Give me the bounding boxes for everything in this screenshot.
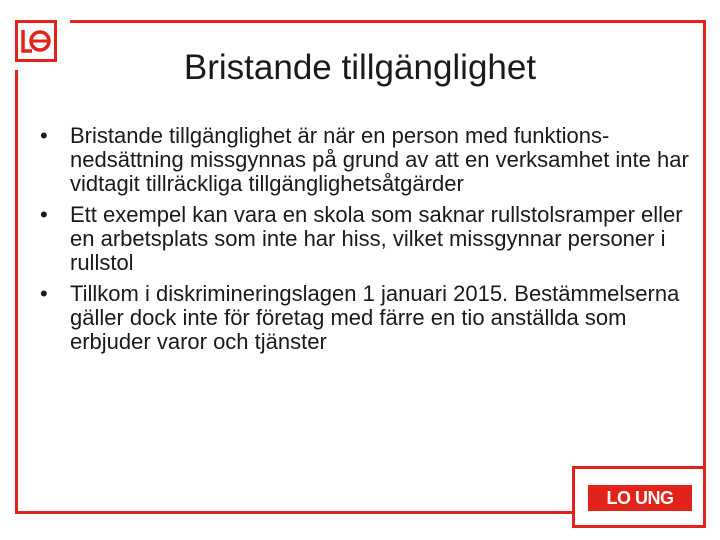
lo-logo-icon [15, 20, 57, 62]
bullet-item [30, 203, 690, 275]
bullet-text: Bristande tillgänglighet är när en person med funktions-nedsättning missgynnas på grund av att en verksamhet inte har vidtagit tillräckliga tillgänglighetsåtgärder [70, 123, 689, 196]
badge-label: LO UNG [588, 485, 692, 511]
bullet-dot: • [40, 281, 48, 306]
bullet-item [30, 282, 690, 354]
bullet-text: Tillkom i diskrimineringslagen 1 januari 2015. Bestämmelserna gäller dock inte för företag med färre en tio anställda som erbjuder varor och tjänster [70, 281, 680, 354]
frame-left-border [15, 70, 18, 514]
bullet-item [30, 124, 690, 196]
frame-bottom-border [15, 511, 572, 514]
bullet-dot: • [40, 202, 48, 227]
slide-title: Bristande tillgänglighet [183, 48, 537, 87]
frame-top-border [70, 20, 706, 23]
lo-ung-badge [572, 466, 706, 528]
bullet-list [30, 124, 690, 361]
bullet-dot: • [40, 123, 48, 148]
bullet-text: Ett exempel kan vara en skola som saknar rullstolsramper eller en arbetsplats som inte har hiss, vilket missgynnar personer i rullstol [70, 202, 683, 275]
frame-right-border [703, 20, 706, 514]
